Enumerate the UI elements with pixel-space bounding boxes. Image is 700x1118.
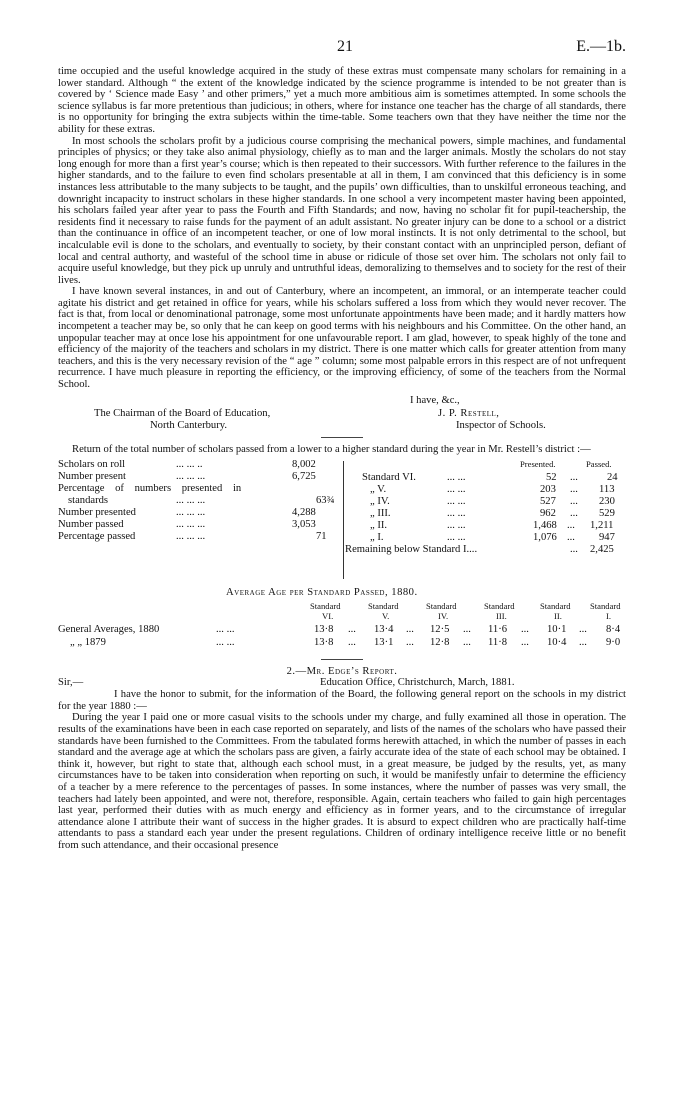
row-leader: ... ... [447, 520, 466, 532]
row-leader: ... ... [447, 532, 466, 544]
age-value: 11·8 [488, 637, 508, 649]
column-header: Standard [426, 601, 457, 612]
standard-label: „ II. [370, 520, 388, 532]
passed-value: 24 [607, 472, 618, 484]
return-statistics [58, 459, 626, 581]
stat-value: 71 [316, 531, 327, 543]
passed-value: 1,211 [590, 520, 614, 532]
stat-value: 8,002 [292, 459, 316, 471]
presented-value: 1,468 [533, 520, 557, 532]
table-divider [343, 461, 344, 579]
body-paragraph: I have known several instances, in and out of Canterbury, where an incompetent, an immoral, or an intemperate teacher could agitate his district and get retained in office for years, while his scholars suffered a loss from which they would never recover. The fact is that, from local or denominational patronage, some most unfortunate appointments have been made; and it hardly matters how incompetent a teacher may be, so only that he can keep on good terms with his neighbours and his Committee. On the other hand, an unpopular teacher may at once lose his appointment for one unfavourable report. I am glad, however, to speak highly of the tone and efficiency of the majority of the teachers and scholars in my district. There is one matter which calls for greater attention from many teachers, and this is the very necessary revision of the “ age ” column; some most palpable errors in this respect are of not unfrequent recurrence. I have much pleasure in reporting the efficiency, or the improving efficiency, of some of the teachers from the Normal School. [58, 286, 626, 391]
signature-block [58, 395, 626, 433]
presented-value: 203 [540, 484, 556, 496]
standard-label: „ IV. [370, 496, 390, 508]
row-leader: ... [567, 532, 575, 544]
row-leader: ... ... [447, 508, 466, 520]
row-leader: ... ... [447, 496, 466, 508]
age-value: 9·0 [606, 637, 621, 649]
divider [321, 659, 363, 660]
stat-label: Scholars on roll [58, 459, 126, 471]
stat-label: standards [68, 495, 109, 507]
divider [321, 437, 363, 438]
column-header: Presented. [520, 459, 556, 470]
row-leader: ... [463, 637, 471, 649]
salutation: Sir,— [58, 677, 84, 689]
average-age-table [58, 587, 626, 657]
age-value: 13·4 [374, 624, 394, 636]
row-leader: ... ... [216, 637, 235, 649]
age-value: 12·5 [430, 624, 450, 636]
age-value: 13·1 [374, 637, 394, 649]
signatory-title: Inspector of Schools. [456, 419, 546, 431]
standard-label: „ V. [370, 484, 387, 496]
stat-value: 4,288 [292, 507, 316, 519]
salutation-line [58, 677, 626, 689]
closing: I have, &c., [410, 394, 460, 406]
standard-label: „ III. [370, 508, 391, 520]
presented-value: 1,076 [533, 532, 557, 544]
stat-leader: ... ... ... [176, 519, 206, 531]
row-leader: ... [406, 637, 414, 649]
document-reference: E.—1b. [576, 38, 626, 55]
passed-value: 230 [599, 496, 615, 508]
row-leader: ... ... [447, 484, 466, 496]
standard-label: Remaining below Standard I.... [345, 544, 478, 556]
table-title: Average Age per Standard Passed, 1880. [226, 587, 418, 599]
dateline: Education Office, Christchurch, March, 1881. [320, 677, 515, 689]
report-paragraph: During the year I paid one or more casual visits to the schools under my charge, and fully examined all those in operation. The results of the examinations have been in each case reported on separately, and lists of the names of the scholars who have passed their standards have been furnished to the Committees. From the tabulated forms herewith attached, in which the number of passes in each standard and the average age at which the scholars pass are given, a fairly accurate idea of the state of each school may be obtained. I think it, however, but right to state that, although each school must, in a great measure, be judged by the results, yet, as many circumstances have to be taken into consideration when reporting on such, it would be manifestly unfair to determine the efficiency of a teacher by a mere reference to the percentages of passes. In some instances, where the number of passes was very small, the teachers had lately been appointed, and were not, therefore, responsible. Again, certain teachers who failed to gain high percentages last year, performed their duties with as much energy and efficiency as in former years, and to the circumstance of irregular attendance alone I attribute their want of success in the higher grades. It is absurd to expect children who are practically half-time attendants to pass a standard each year under the present regulations. Children of ordinary intelligence receive little or no benefit from such attendance, and their occasional presence [58, 712, 626, 851]
presented-value: 52 [546, 472, 557, 484]
stat-label: Number passed [58, 519, 124, 531]
column-header: Standard [484, 601, 515, 612]
row-leader: ... [463, 624, 471, 636]
row-leader: ... [579, 624, 587, 636]
column-header: Standard [368, 601, 399, 612]
column-header: I. [606, 611, 612, 622]
column-header: VI. [322, 611, 334, 622]
row-leader: ... [348, 624, 356, 636]
column-header: III. [496, 611, 507, 622]
column-header: Standard [310, 601, 341, 612]
age-value: 11·6 [488, 624, 508, 636]
stat-label: Percentage of numbers presented in [58, 483, 242, 495]
row-leader: ... [406, 624, 414, 636]
stat-leader: ... ... ... [176, 531, 206, 543]
row-leader: ... [570, 484, 578, 496]
stat-value: 3,053 [292, 519, 316, 531]
page-number: 21 [337, 38, 353, 55]
section-heading: 2.—Mr. Edge’s Report. [286, 666, 398, 678]
addressee-line: The Chairman of the Board of Education, [94, 407, 271, 419]
stat-label: Percentage passed [58, 531, 136, 543]
passed-value: 2,425 [590, 544, 614, 556]
stat-leader: ... ... .. [176, 459, 203, 471]
row-leader: ... [570, 544, 578, 556]
row-label: General Averages, 1880 [58, 624, 160, 636]
column-header: Standard [590, 601, 621, 612]
document-page [58, 38, 626, 852]
age-value: 10·4 [547, 637, 567, 649]
row-leader: ... ... [216, 624, 235, 636]
row-leader: ... ... [447, 472, 466, 484]
stat-label: Number present [58, 471, 126, 483]
column-header: II. [554, 611, 562, 622]
passed-value: 113 [599, 484, 615, 496]
presented-value: 962 [540, 508, 556, 520]
age-value: 13·8 [314, 624, 334, 636]
age-value: 12·8 [430, 637, 450, 649]
row-leader: ... [521, 637, 529, 649]
column-header: IV. [438, 611, 449, 622]
stat-label: Number presented [58, 507, 136, 519]
row-leader: ... [570, 508, 578, 520]
row-label: „ „ 1879 [70, 637, 106, 649]
body-paragraph: In most schools the scholars profit by a judicious course comprising the mechanical powers, simple machines, and fundamental principles of physics; or they take also animal physiology, chiefly as to man and the larger animals. Mostly the scholars do not stay long enough for more than a first year’s course; which is then repeated to their successors. With further reference to the failures in the higher standards, and to the failure to even find scholars presentable at all in them, I am convinced that this deficiency is in some instances less attributable to the many subjects to be taught, and the pupils’ own difficulties, than to unskilful erroneous teaching, and downright incapacity to instruct scholars in these higher standards. In one school a very incompetent master having been appointed, his scholars failed year after year to pass the Fourth and Fifth Standards; and now, having no scholar fit for pupil-teachership, the residents find it necessary to raise funds for the payment of an adult assistant. No greater injury can be done to a school or a district than the continuance in office of an incompetent teacher, or one of low moral instincts. It is not only detrimental to the school, but incalculable evil is done to the scholars, and eventually to society, by their constant contact with an unprincipled person, defiant of local and central authorty, and wasteful of the school time in abuse or ridicule of those set over him. The scholars not only fail to acquire useful knowledge, but they pick up unruly and untruthful ideas, demoralizing to themselves and to society for the rest of their lives. [58, 135, 626, 286]
age-value: 10·1 [547, 624, 567, 636]
row-leader: ... [567, 520, 575, 532]
standard-label: Standard VI. [362, 472, 416, 484]
stat-leader: ... ... ... [176, 495, 206, 507]
row-leader: ... [579, 637, 587, 649]
page-header [58, 38, 626, 66]
column-header: Standard [540, 601, 571, 612]
presented-value: 527 [540, 496, 556, 508]
row-leader: ... [521, 624, 529, 636]
row-leader: ... [348, 637, 356, 649]
stat-leader: ... ... ... [176, 507, 206, 519]
stat-leader: ... ... ... [176, 471, 206, 483]
passed-value: 947 [599, 532, 615, 544]
row-leader: ... [570, 496, 578, 508]
return-intro: Return of the total number of scholars passed from a lower to a higher standard during the year in Mr. Restell’s district :— [72, 443, 591, 455]
age-value: 8·4 [606, 624, 621, 636]
report-paragraph: I have the honor to submit, for the information of the Board, the following general report on the schools in my district for the year 1880 :— [58, 689, 626, 712]
body-paragraph: time occupied and the useful knowledge acquired in the study of these extras must compensate many scholars for remaining in a lower standard. Although “ the extent of the knowledge indicated by the science programme is intended to be not greater than is covered by ‘ Science made Easy ’ and other primers,” yet a much more ambitious aim is sometimes attempted. In some schools the science syllabus is far more pretentious than judicious; in others, where for instance one teacher has the charge of all standards, there is no opportunity for bringing the extra subjects within the time-table. Some teachers own that they have neither the time nor the ability for these extras. [58, 66, 626, 135]
row-leader: ... [570, 472, 578, 484]
stat-value: 6,725 [292, 471, 316, 483]
stat-value: 63¾ [316, 495, 335, 507]
standard-label: „ I. [370, 532, 384, 544]
addressee-line: North Canterbury. [150, 419, 227, 431]
age-value: 13·8 [314, 637, 334, 649]
column-header: V. [382, 611, 390, 622]
passed-value: 529 [599, 508, 615, 520]
column-header: Passed. [586, 459, 612, 470]
signatory-name: J. P. Restell, [438, 407, 500, 419]
